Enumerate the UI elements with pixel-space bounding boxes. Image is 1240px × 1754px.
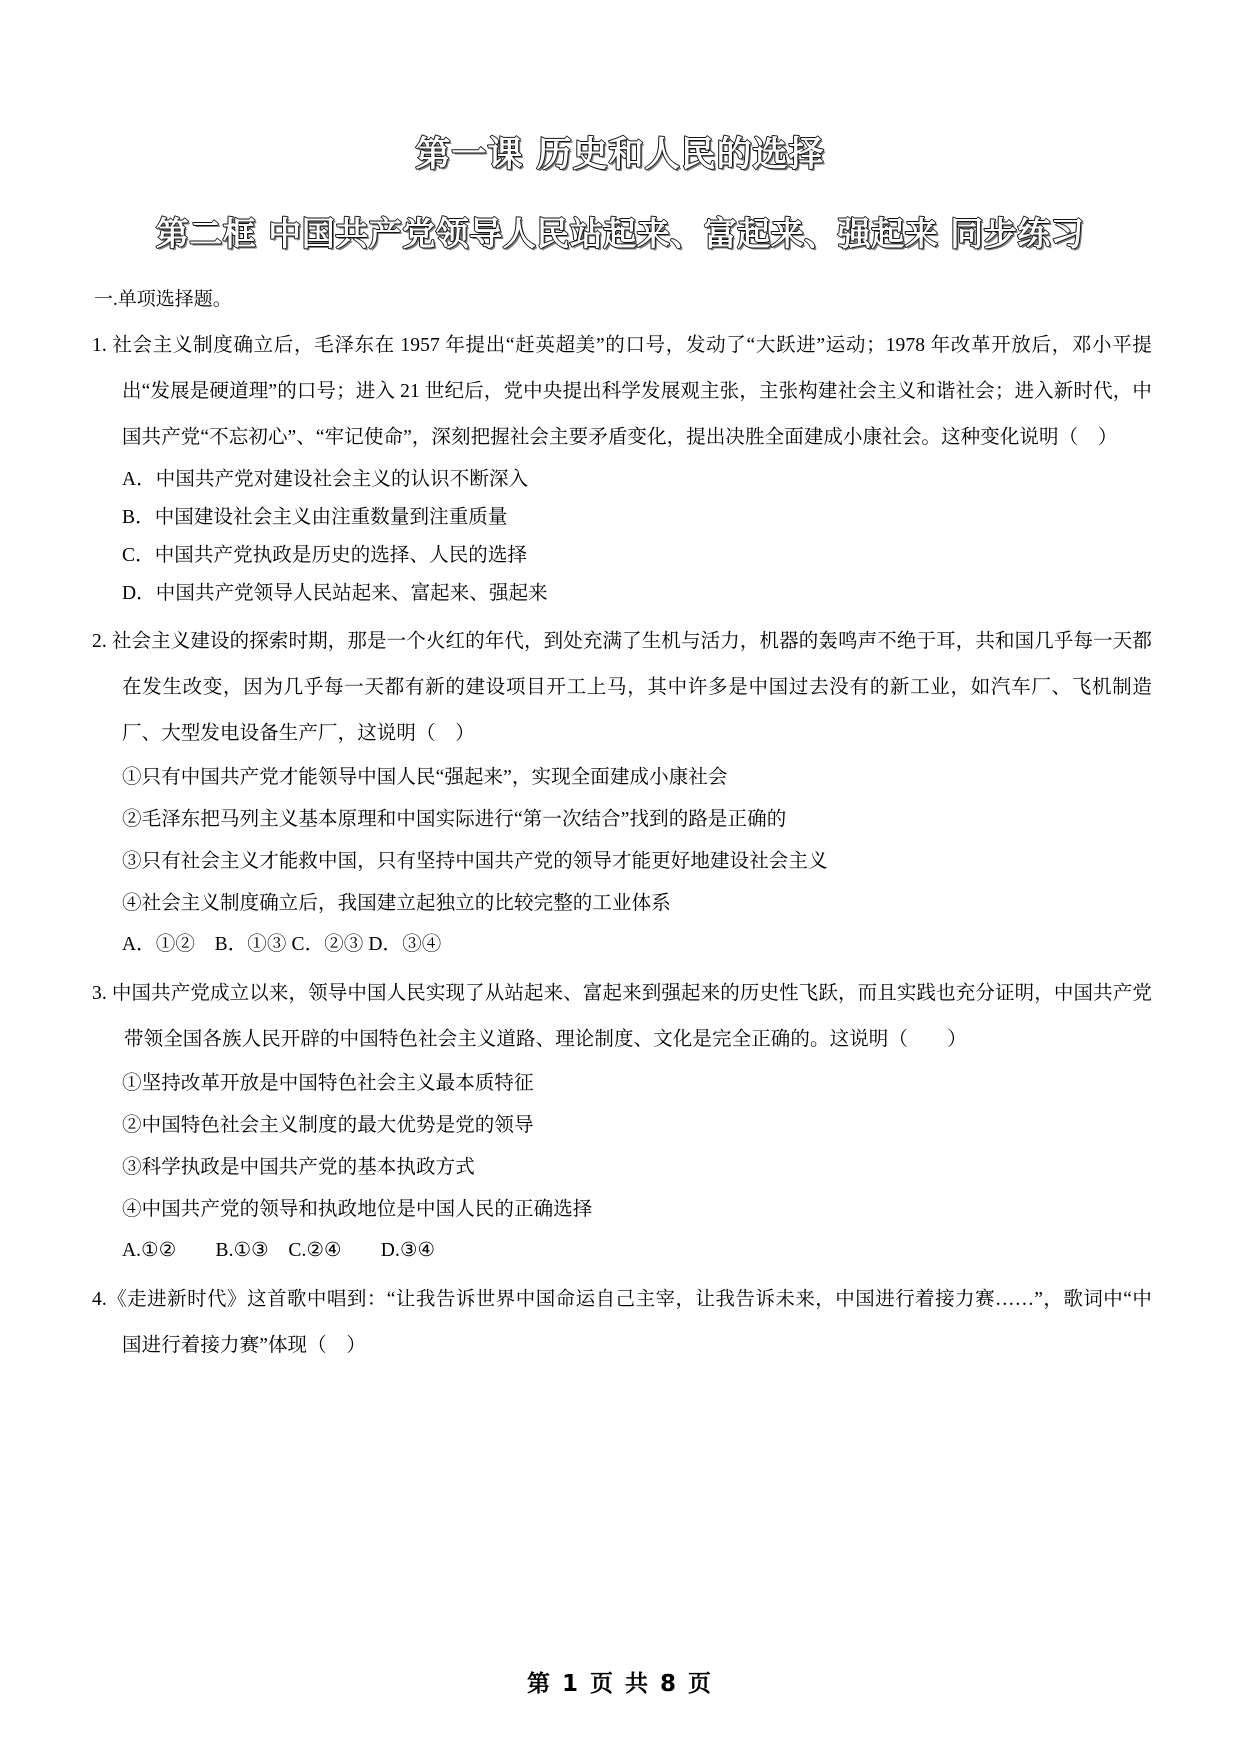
question-3-statement-4: ④中国共产党的领导和执政地位是中国人民的正确选择 bbox=[122, 1198, 593, 1220]
page-title: 第一课 历史和人民的选择 bbox=[415, 135, 825, 175]
question-item bbox=[92, 323, 1152, 613]
question-item bbox=[92, 1277, 1152, 1369]
question-2-statement-2: ②毛泽东把马列主义基本原理和中国实际进行“第一次结合”找到的路是正确的 bbox=[122, 808, 787, 830]
question-1-option-d[interactable]: D．中国共产党领导人民站起来、富起来、强起来 bbox=[122, 582, 548, 604]
question-2-answer-choices[interactable]: A．①② B．①③ C．②③ D．③④ bbox=[122, 933, 442, 955]
page-subtitle: 第二框 中国共产党领导人民站起来、富起来、强起来 同步练习 bbox=[155, 214, 1085, 253]
page-footer: 第 1 页 共 8 页 bbox=[526, 1671, 714, 1697]
question-2-statement-1: ①只有中国共产党才能领导中国人民“强起来”，实现全面建成小康社会 bbox=[122, 766, 728, 788]
question-2-statement-4: ④社会主义制度确立后，我国建立起独立的比较完整的工业体系 bbox=[122, 892, 671, 914]
question-3-stem: 3. 中国共产党成立以来，领导中国人民实现了从站起来、富起来到强起来的历史性飞跃，而且实践也充分证明，中国共产党带领全国各族人民开辟的中国特色社会主义道路、理论制度、文化是完全正确的。这说明（ ） bbox=[92, 982, 1152, 1050]
question-3-statement-3: ③科学执政是中国共产党的基本执政方式 bbox=[122, 1156, 475, 1178]
question-3-answer-choices[interactable]: A.①② B.①③ C.②④ D.③④ bbox=[122, 1239, 436, 1261]
question-3-statement-1: ①坚持改革开放是中国特色社会主义最本质特征 bbox=[122, 1072, 534, 1094]
question-1-stem: 1. 社会主义制度确立后，毛泽东在 1957 年提出“赶英超美”的口号，发动了“大跃进”运动；1978 年改革开放后，邓小平提出“发展是硬道理”的口号；进入 21 世纪后，党中央提出科学发展观主张，主张构建社会主义和谐社会；进入新时代，中国共产党“不忘初心”、“牢记使命”，深刻把握社会主要矛盾变化，提出决胜全面建成小康社会。这种变化说明（ ） bbox=[92, 334, 1152, 448]
question-1-option-a[interactable]: A．中国共产党对建设社会主义的认识不断深入 bbox=[122, 468, 529, 490]
question-3-statement-2: ②中国特色社会主义制度的最大优势是党的领导 bbox=[122, 1114, 534, 1136]
question-4-stem: 4.《走进新时代》这首歌中唱到：“让我告诉世界中国命运自己主宰，让我告诉未来，中国进行着接力赛……”，歌词中“中国进行着接力赛”体现（ ） bbox=[92, 1288, 1152, 1356]
document-body bbox=[0, 254, 1240, 1369]
section-heading: 一.单项选择题。 bbox=[94, 288, 232, 310]
question-1-option-b[interactable]: B．中国建设社会主义由注重数量到注重质量 bbox=[122, 506, 508, 528]
question-2-stem: 2. 社会主义建设的探索时期，那是一个火红的年代，到处充满了生机与活力，机器的轰鸣声不绝于耳，共和国几乎每一天都在发生改变，因为几乎每一天都有新的建设项目开工上马，其中许多是中国过去没有的新工业，如汽车厂、飞机制造厂、大型发电设备生产厂，这说明（ ） bbox=[92, 630, 1152, 744]
question-2-statement-3: ③只有社会主义才能救中国，只有坚持中国共产党的领导才能更好地建设社会主义 bbox=[122, 850, 828, 872]
question-item bbox=[92, 971, 1152, 1271]
question-1-option-c[interactable]: C．中国共产党执政是历史的选择、人民的选择 bbox=[122, 544, 528, 566]
question-item bbox=[92, 619, 1152, 965]
